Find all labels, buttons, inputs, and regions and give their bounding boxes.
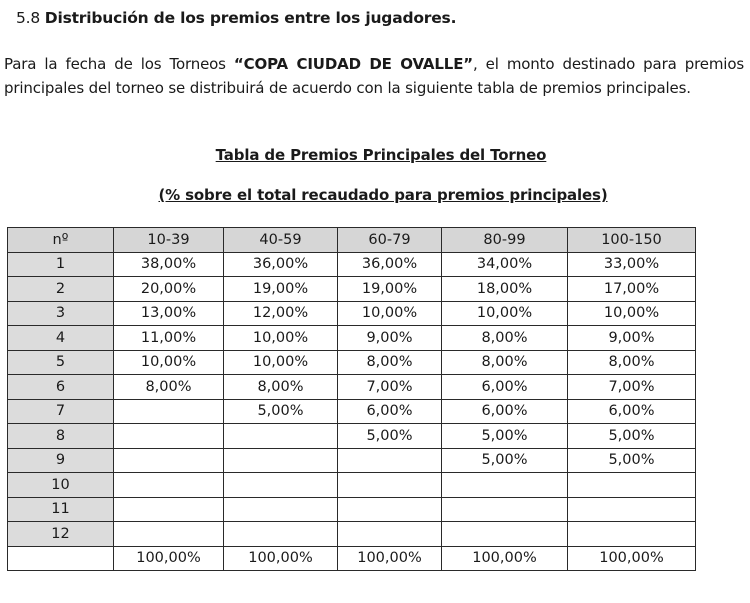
table-cell: 5,00%: [442, 424, 568, 449]
table-cell: [568, 473, 696, 498]
table-cell: [224, 424, 338, 449]
table-row: [8, 301, 696, 326]
row-number-cell: 4: [8, 326, 114, 351]
table-cell: 13,00%: [114, 301, 224, 326]
section-heading: [16, 9, 456, 27]
totals-cell: 100,00%: [568, 546, 696, 571]
table-cell: 5,00%: [442, 448, 568, 473]
table-cell: [442, 522, 568, 547]
row-number-cell: 7: [8, 399, 114, 424]
table-cell: 6,00%: [568, 399, 696, 424]
table-cell: 19,00%: [338, 277, 442, 302]
table-cell: 10,00%: [338, 301, 442, 326]
table-cell: [442, 497, 568, 522]
table-cell: [114, 522, 224, 547]
table-cell: [114, 399, 224, 424]
row-number-cell: 2: [8, 277, 114, 302]
table-cell: 6,00%: [338, 399, 442, 424]
table-cell: 6,00%: [442, 399, 568, 424]
table-subtitle: (% sobre el total recaudado para premios principales): [158, 186, 608, 204]
table-cell: 10,00%: [568, 301, 696, 326]
table-cell: [568, 522, 696, 547]
intro-paragraph: [4, 52, 744, 100]
table-row: [8, 350, 696, 375]
table-row: [8, 326, 696, 351]
table-cell: [224, 497, 338, 522]
table-header-row: [8, 228, 696, 253]
totals-cell: 100,00%: [224, 546, 338, 571]
row-number-cell: 9: [8, 448, 114, 473]
table-cell: 5,00%: [338, 424, 442, 449]
totals-cell: [8, 546, 114, 571]
table-cell: 20,00%: [114, 277, 224, 302]
table-row: [8, 399, 696, 424]
table-cell: [224, 448, 338, 473]
table-cell: 10,00%: [442, 301, 568, 326]
table-cell: [568, 497, 696, 522]
table-cell: [114, 424, 224, 449]
row-number-cell: 1: [8, 252, 114, 277]
table-cell: 5,00%: [568, 424, 696, 449]
table-cell: 38,00%: [114, 252, 224, 277]
header-cell: 40-59: [224, 228, 338, 253]
table-cell: [114, 473, 224, 498]
table-cell: 36,00%: [224, 252, 338, 277]
table-cell: 8,00%: [224, 375, 338, 400]
table-row: [8, 424, 696, 449]
row-number-cell: 6: [8, 375, 114, 400]
header-cell: 60-79: [338, 228, 442, 253]
table-cell: 10,00%: [224, 326, 338, 351]
table-cell: 18,00%: [442, 277, 568, 302]
table-cell: 36,00%: [338, 252, 442, 277]
table-cell: 11,00%: [114, 326, 224, 351]
table-cell: [224, 522, 338, 547]
table-cell: 10,00%: [114, 350, 224, 375]
row-number-cell: 12: [8, 522, 114, 547]
table-cell: 5,00%: [224, 399, 338, 424]
table-cell: 33,00%: [568, 252, 696, 277]
table-cell: 9,00%: [568, 326, 696, 351]
table-body: [8, 252, 696, 546]
table-cell: 6,00%: [442, 375, 568, 400]
table-row: [8, 522, 696, 547]
table-cell: 12,00%: [224, 301, 338, 326]
row-number-cell: 11: [8, 497, 114, 522]
row-number-cell: 10: [8, 473, 114, 498]
table-cell: 10,00%: [224, 350, 338, 375]
table-cell: [338, 497, 442, 522]
table-cell: [114, 448, 224, 473]
table-title: Tabla de Premios Principales del Torneo: [215, 146, 547, 164]
row-number-cell: 5: [8, 350, 114, 375]
table-cell: 8,00%: [338, 350, 442, 375]
table-cell: [442, 473, 568, 498]
tournament-name: “COPA CIUDAD DE OVALLE”: [233, 55, 474, 73]
table-cell: 7,00%: [568, 375, 696, 400]
header-cell: 100-150: [568, 228, 696, 253]
table-row: [8, 252, 696, 277]
table-cell: [338, 473, 442, 498]
table-cell: 34,00%: [442, 252, 568, 277]
paragraph-after: , el monto destinado para premios principales del torneo se distribuirá de acuerdo con la siguiente tabla de premios principales.: [4, 55, 745, 97]
table-row: [8, 497, 696, 522]
totals-cell: 100,00%: [114, 546, 224, 571]
table-row: [8, 375, 696, 400]
table-cell: 5,00%: [568, 448, 696, 473]
section-title: Distribución de los premios entre los jugadores.: [44, 9, 457, 27]
table-cell: 17,00%: [568, 277, 696, 302]
paragraph-before: Para la fecha de los Torneos: [4, 55, 234, 73]
table-cell: [224, 473, 338, 498]
row-number-cell: 8: [8, 424, 114, 449]
table-row: [8, 448, 696, 473]
prize-table: [7, 227, 696, 571]
table-cell: [114, 497, 224, 522]
table-cell: 19,00%: [224, 277, 338, 302]
totals-cell: 100,00%: [442, 546, 568, 571]
header-cell: 10-39: [114, 228, 224, 253]
table-cell: [338, 448, 442, 473]
table-cell: 9,00%: [338, 326, 442, 351]
table-cell: 8,00%: [568, 350, 696, 375]
section-number: 5.8: [16, 9, 41, 27]
header-cell: 80-99: [442, 228, 568, 253]
table-cell: [338, 522, 442, 547]
totals-cell: 100,00%: [338, 546, 442, 571]
table-row: [8, 473, 696, 498]
table-cell: 8,00%: [442, 350, 568, 375]
table-row: [8, 277, 696, 302]
table-cell: 8,00%: [442, 326, 568, 351]
table-cell: 8,00%: [114, 375, 224, 400]
row-number-cell: 3: [8, 301, 114, 326]
header-cell: nº: [8, 228, 114, 253]
table-cell: 7,00%: [338, 375, 442, 400]
totals-row: [8, 546, 696, 571]
